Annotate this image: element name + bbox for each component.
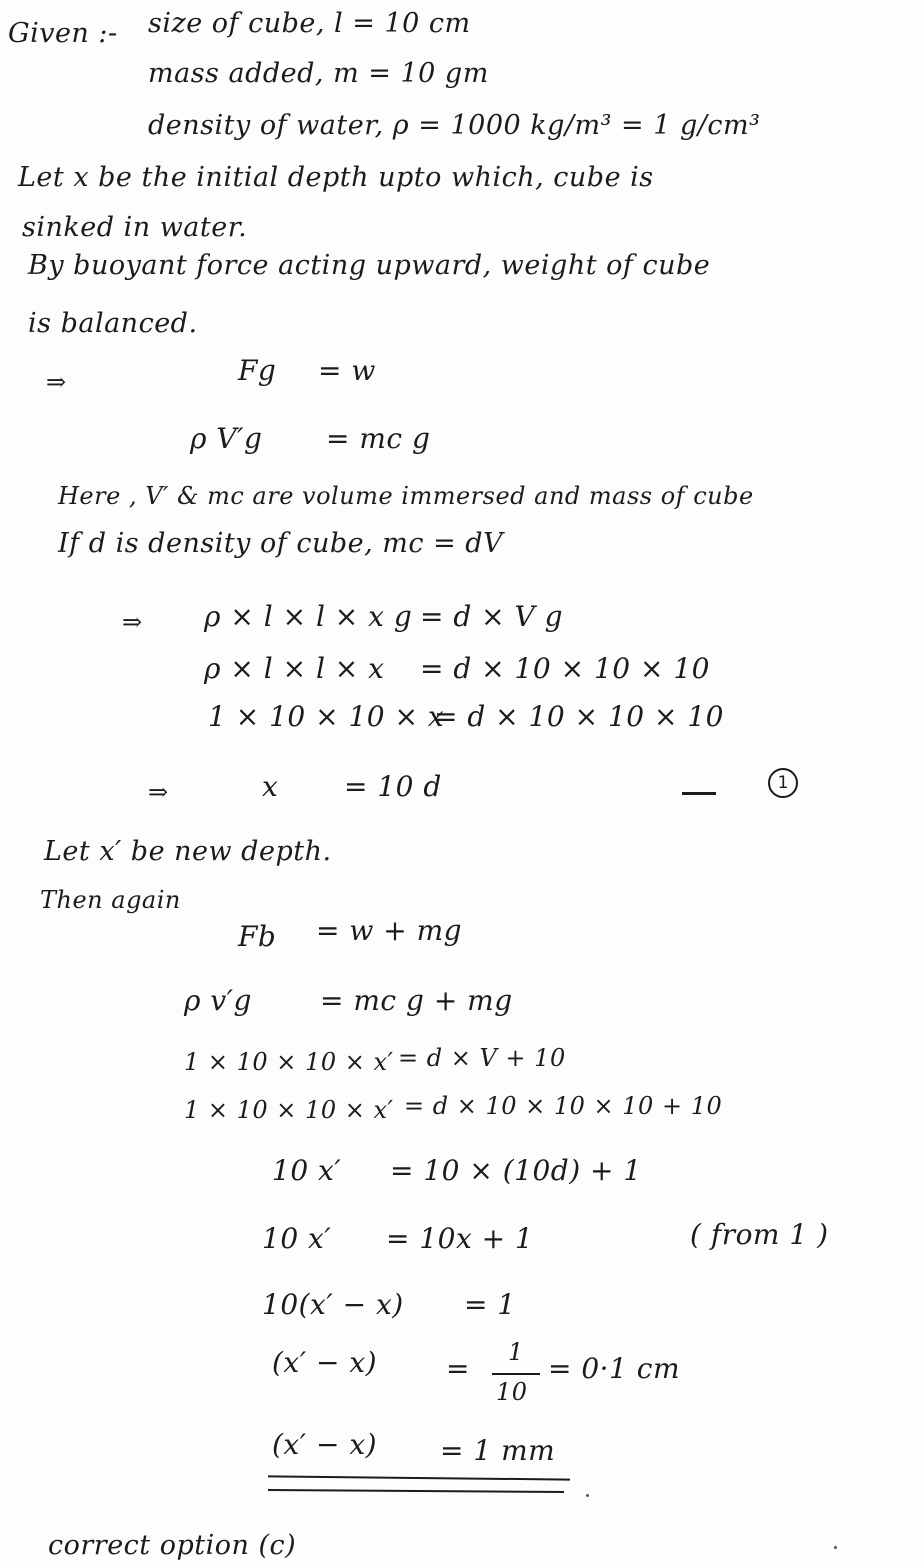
equation-tag-1: 1 [768, 768, 798, 798]
deriv1-lhs-2: 1 × 10 × 10 × x [208, 700, 445, 733]
result1-dash [682, 792, 716, 795]
deriv2-lhs-0: Fb [238, 920, 277, 953]
fraction-bar [492, 1373, 540, 1375]
deriv1-lhs-0: ρ × l × l × x g [204, 600, 413, 633]
deriv2-rhs-0: = w + mg [316, 914, 463, 947]
deriv2-rhs-3: = d × 10 × 10 × 10 + 10 [404, 1092, 723, 1120]
deriv1-rhs-0: = d × V g [420, 600, 564, 633]
deriv2-lhs-2: 1 × 10 × 10 × x′ [184, 1048, 394, 1076]
eq1-rhs: = w [318, 354, 376, 387]
eq1-arrow: ⇒ [46, 368, 67, 396]
deriv2-rhs-4: = 10 × (10d) + 1 [390, 1154, 642, 1187]
deriv2-lhs-3: 1 × 10 × 10 × x′ [184, 1096, 394, 1124]
deriv1-lhs-1: ρ × l × l × x [204, 652, 385, 685]
deriv2-rhs-5: = 10x + 1 [386, 1222, 534, 1255]
final-underline-1 [268, 1475, 570, 1480]
given-density: density of water, ρ = 1000 kg/m³ = 1 g/cm³ [148, 110, 761, 141]
deriv2-rhs-1: = mc g + mg [320, 984, 513, 1017]
stray-dot [586, 1494, 589, 1497]
given-mass: mass added, m = 10 gm [148, 58, 489, 89]
deriv1-rhs-2: = d × 10 × 10 × 10 [434, 700, 724, 733]
intro-line-3: By buoyant force acting upward, weight of cube [28, 250, 711, 281]
result1-lhs: x [262, 770, 279, 803]
here-line-2: If d is density of cube, mc = dV [58, 528, 504, 559]
fraction-numerator: 1 [508, 1338, 524, 1366]
deriv2-note-5: ( from 1 ) [690, 1218, 829, 1251]
fraction-lhs: (x′ − x) [272, 1346, 378, 1379]
eq1-lhs: Fg [238, 354, 277, 387]
here-line-1: Here , V′ & mc are volume immersed and mass of cube [58, 482, 754, 510]
newdepth-line-2: Then again [40, 886, 181, 914]
stray-dot [834, 1546, 837, 1549]
given-label: Given :- [8, 18, 118, 49]
deriv2-lhs-1: ρ v′g [184, 984, 252, 1017]
deriv2-lhs-6: 10(x′ − x) [262, 1288, 404, 1321]
deriv1-lead-0: ⇒ [122, 608, 143, 636]
result1-rhs: = 10 d [344, 770, 442, 803]
fraction-denominator: 10 [496, 1378, 528, 1406]
final-rhs: = 1 mm [440, 1434, 556, 1467]
intro-line-2: sinked in water. [22, 212, 248, 243]
final-underline-2 [268, 1489, 564, 1493]
deriv2-lhs-4: 10 x′ [272, 1154, 342, 1187]
intro-line-4: is balanced. [28, 308, 198, 339]
result1-arrow: ⇒ [148, 778, 169, 806]
deriv2-rhs-6: = 1 [464, 1288, 516, 1321]
fraction-rhs: = 0·1 cm [548, 1352, 681, 1385]
eq2-lhs: ρ V′g [190, 422, 263, 455]
fraction-eq: = [446, 1352, 470, 1385]
given-size: size of cube, l = 10 cm [148, 8, 471, 39]
intro-line-1: Let x be the initial depth upto which, cube is [18, 162, 654, 193]
newdepth-line-1: Let x′ be new depth. [44, 836, 332, 867]
deriv1-rhs-1: = d × 10 × 10 × 10 [420, 652, 710, 685]
deriv2-rhs-2: = d × V + 10 [398, 1044, 566, 1072]
final-lhs: (x′ − x) [272, 1428, 378, 1461]
answer-text: correct option (c) [48, 1530, 297, 1561]
eq2-rhs: = mc g [326, 422, 431, 455]
deriv2-lhs-5: 10 x′ [262, 1222, 332, 1255]
